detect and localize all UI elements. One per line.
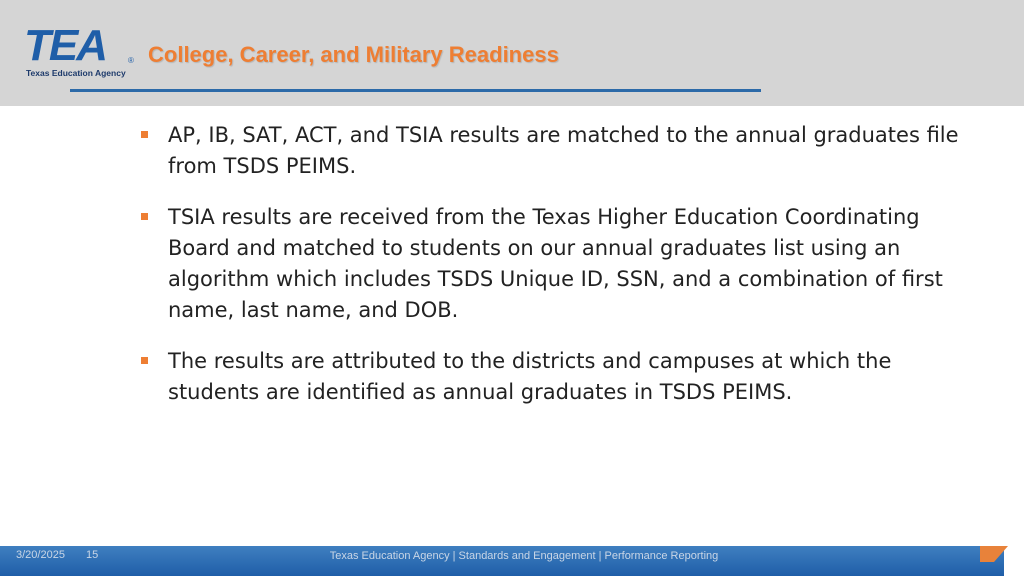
logo-subtitle: Texas Education Agency	[26, 68, 126, 78]
bullet-list	[140, 120, 960, 428]
bullet-text: The results are attributed to the districts and campuses at which the students are identified as annual graduates in TSDS PEIMS.	[168, 349, 892, 404]
slide-title: College, Career, and Military Readiness	[148, 42, 559, 67]
logo-registered-mark: ®	[128, 56, 134, 65]
list-item	[140, 202, 960, 326]
page-number: 15	[86, 549, 99, 561]
logo-wordmark: TEA	[24, 21, 106, 70]
footer-text: Texas Education Agency | Standards and Engagement | Performance Reporting	[329, 550, 719, 562]
bullet-square-icon	[141, 131, 148, 138]
list-item	[140, 120, 960, 182]
bullet-square-icon	[141, 213, 148, 220]
list-item	[140, 346, 960, 408]
bullet-text: AP, IB, SAT, ACT, and TSIA results are matched to the annual graduates file from TSDS PEIMS.	[168, 123, 959, 178]
footer-date: 3/20/2025	[16, 549, 65, 561]
tea-logo	[24, 20, 136, 82]
title-underline	[70, 89, 761, 92]
bullet-square-icon	[141, 357, 148, 364]
bullet-text: TSIA results are received from the Texas Higher Education Coordinating Board and matched to students on our annual graduates list using an algorithm which includes TSDS Unique ID, SSN, and a combination of first name, last name, and DOB.	[168, 205, 943, 322]
